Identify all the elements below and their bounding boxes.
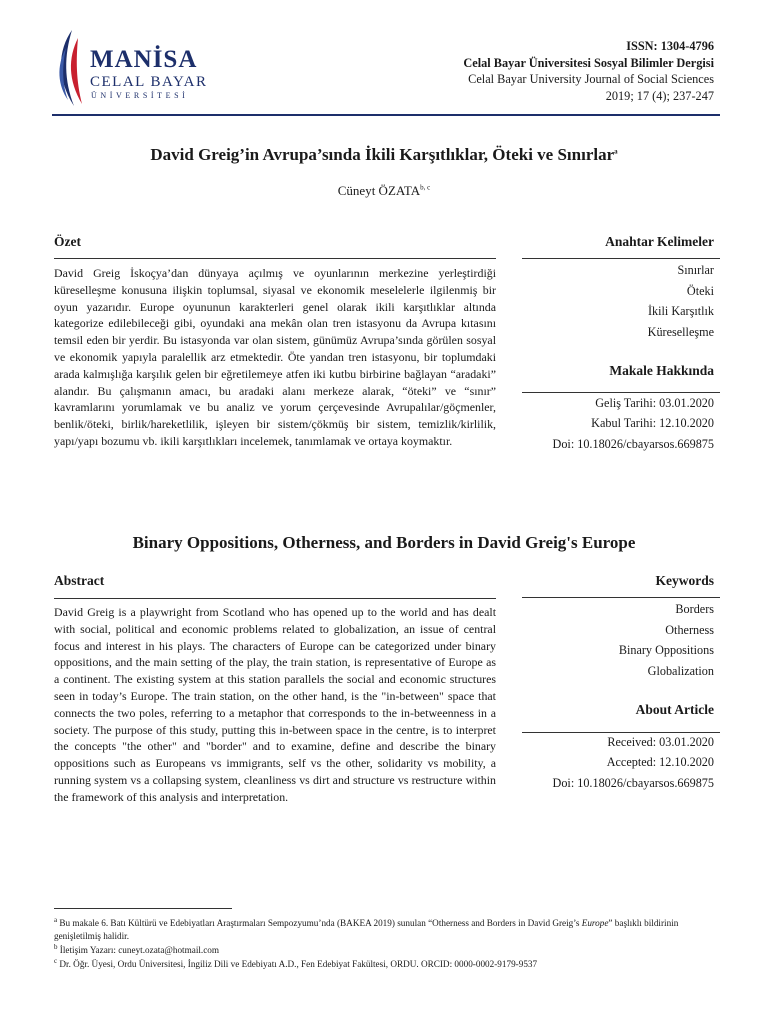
- keyword-en: Globalization: [647, 663, 714, 678]
- ozet-text: David Greig İskoçya’dan dünyaya açılmış ve oyunlarının merkezine yerleştirdiği küreselleşme konusuna ilişkin toplumsal, siyasal ve ekonomik meselelerle ilgilenmiş bir oyun yazarıdır. Europe oyununun karakterleri genel olarak ikili karşıtlıklar altında kategorize edilebileceği gibi, oyundaki ana mekân olan tren istasyonu da Avrupa kıtasını temsil eden bir yerdir. Bu istasyonda var olan sistem, günümüz Avrupa’sında görülen sosyal ve ekonomik yapıyla paralellik arz etmektedir. Öte yandan tren istasyonu, bir toplumdaki arada kalmışlığa karşılık gelen bir eğretilemeye atfen iki kutbu birbirine bağlayan “aradaki” alandır. Bu çalışmanın amacı, bu aradaki alanı merkeze alarak, “öteki” ve “sınır” kavramlarını yorumlamak ve bu analiz ve yorum çerçevesinde Avrupalılar/göçmenler, benlik/öteki, birlik/hareketlilik, işleyen bir sistem/çökmüş bir sistem, temizlik/kirlilik, yapı/yapı bozumu vb. ikili karşıtlıkları incelemek, tanımlamak ve ortaya koymaktır.: [54, 266, 496, 448]
- about-info: [553, 732, 714, 793]
- logo-name: MANİSA: [90, 46, 198, 73]
- anahtar-rule: [522, 258, 720, 259]
- abstract-rule: [54, 598, 496, 599]
- journal-title-tr: Celal Bayar Üniversitesi Sosyal Bilimler Dergisi: [463, 55, 714, 70]
- makale-heading: Makale Hakkında: [609, 363, 714, 378]
- header-rule: [52, 114, 720, 116]
- logo-sub2: ÜNİVERSİTESİ: [91, 91, 189, 100]
- abstract-text: David Greig is a playwright from Scotland who has opened up to the world and has dealt with social, political and economic problems related to globalization, an issue of central focus and interest in his plays. The characters of Europe can be categorized under binary oppositions, and the main setting of the play, the train station, is representative of Europe as a continent. The existing system at this station parallels the social and economic structures seen in today’s Europe. The train station, on the other hand, is the "in-between" space that connects the two poles, referring to a metaphor that corresponds to the in-betweenness in a society. The purpose of this study, putting this in-between space in the centre, is to interpret the concepts "the other" and "border" and to examine, define and describe the binary oppositions such as Europeans vs immigrants, self vs the other, solidarity vs mobility, a running system vs a collapsing system, cleanliness vs dirt and structure vs restructure within the framework of this analysis and interpretation.: [54, 605, 496, 804]
- keyword-en: Otherness: [665, 622, 714, 637]
- author: Cüneyt ÖZATA$^{b, c}$: [337, 183, 431, 198]
- issn: ISSN: 1304-4796: [626, 39, 714, 53]
- keywords-rule: [522, 597, 720, 598]
- keyword-en: Binary Oppositions: [618, 643, 714, 658]
- abstract-heading: Abstract: [54, 573, 105, 588]
- logo-emblem-icon: [52, 28, 92, 110]
- keywords-heading: Keywords: [655, 573, 714, 588]
- issue-info: 2019; 17 (4); 237-247: [605, 88, 714, 103]
- doi-en: Doi: 10.18026/cbayarsos.669875: [552, 775, 714, 790]
- journal-header: [463, 38, 714, 104]
- keyword-tr: Öteki: [686, 283, 714, 298]
- keyword-en: Borders: [675, 602, 714, 616]
- logo-sub: CELAL BAYAR: [90, 74, 208, 90]
- title-footnote-mark: a: [614, 147, 618, 156]
- article-title-tr: David Greig’in Avrupa’sında İkili Karşıtlıklar, Öteki ve Sınırlar$^a$: [150, 145, 618, 164]
- article-title-en: Binary Oppositions, Otherness, and Borders in David Greig's Europe: [132, 533, 636, 552]
- footnote-b: $^b$ İletişim Yazarı: cuneyt.ozata@hotmail.com: [54, 943, 220, 956]
- university-logo: [52, 28, 212, 110]
- footnote-rule: [54, 908, 232, 909]
- keyword-tr: Sınırlar: [677, 263, 714, 277]
- accepted-date: Accepted: 12.10.2020: [606, 755, 714, 770]
- footnote-a: $^a$ Bu makale 6. Batı Kültürü ve Edebiyatları Araştırmaları Sempozyumu’nda (BAKEA 2019) sunulan “Otherness and Borders in David Greig’s Europe” başlıklı bildirinin genişletilmiş halidir.: [54, 916, 679, 942]
- anahtar-heading: Anahtar Kelimeler: [605, 234, 714, 249]
- anahtar-list: [648, 260, 714, 342]
- keyword-tr: İkili Karşıtlık: [647, 304, 714, 319]
- author-footnote-mark: b, c: [420, 183, 431, 192]
- ozet-rule: [54, 258, 496, 259]
- keyword-tr: Küreselleşme: [647, 324, 714, 339]
- makale-info: [553, 393, 714, 454]
- received-date: Received: 03.01.2020: [607, 735, 714, 749]
- ozet-heading: Özet: [54, 234, 81, 249]
- about-heading: About Article: [635, 702, 714, 717]
- keywords-list: [619, 599, 714, 681]
- gelis-tarihi: Geliş Tarihi: 03.01.2020: [595, 396, 714, 410]
- footnote-c: $^c$ Dr. Öğr. Üyesi, Ordu Üniversitesi, İngiliz Dili ve Edebiyatı A.D., Fen Edebiyat Fakültesi, ORDU. ORCID: 0000-0002-9179-9537: [54, 957, 538, 970]
- journal-title-en: Celal Bayar University Journal of Social Sciences: [468, 72, 714, 86]
- doi-tr: Doi: 10.18026/cbayarsos.669875: [552, 436, 714, 451]
- kabul-tarihi: Kabul Tarihi: 12.10.2020: [591, 416, 714, 431]
